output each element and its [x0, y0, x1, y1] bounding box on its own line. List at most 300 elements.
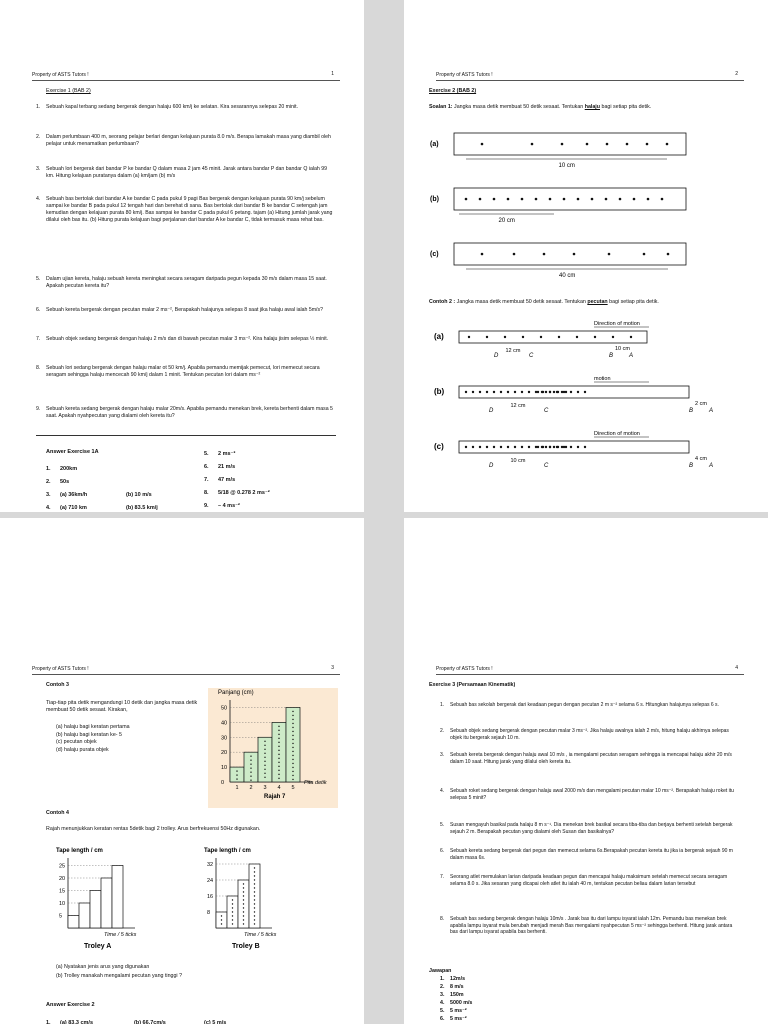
tape-label: (c)	[434, 442, 444, 451]
bar-dot	[264, 769, 265, 770]
x-axis-label: Time / 5 ticks	[244, 932, 277, 938]
contoh-4-text: Rajah menunjukkan keratan rentas 5detik bagi 2 trolley. Arus berfrekuensi 50Hz digunakan.	[46, 826, 261, 832]
bar-dot	[221, 923, 222, 924]
exercise-title: Exercise 2 (BAB 2)	[429, 88, 477, 94]
answer-cell: (b) 66.7cm/s	[134, 1020, 166, 1024]
tape-dot	[541, 391, 543, 393]
tape-dot	[504, 336, 506, 338]
tape-distance: 10 cm	[558, 163, 575, 169]
page-header	[32, 72, 340, 81]
tape-dot	[465, 446, 467, 448]
bar-dot	[278, 770, 279, 771]
tape-dot	[558, 336, 560, 338]
question-text: Seorang atlet memulakan larian daripada keadaan pegun dan mencapai halaju maksimum setelah memecut secara seragam selama 8.0 s. Jika sesaran yang dicapai oleh atlet itu ialah 40 m, tentukan pecutan beliau dalam larian tersebut	[450, 874, 728, 887]
page-2	[404, 0, 768, 512]
bar-dot	[254, 871, 255, 872]
page-header	[436, 72, 744, 81]
x-tick-label: 2	[249, 785, 253, 791]
bar-dot	[292, 747, 293, 748]
x-tick-label: 5	[291, 785, 295, 791]
bar-dot	[254, 883, 255, 884]
header-text: Property of ASTS Tutors !	[32, 666, 89, 672]
y-tick-label: 15	[59, 888, 66, 895]
tape-dot	[472, 391, 474, 393]
answer-number: 6.	[440, 1016, 445, 1022]
y-tick-label: 30	[221, 735, 228, 742]
bar-dot	[254, 911, 255, 912]
tape-dot	[577, 391, 579, 393]
tape-dot	[557, 446, 559, 448]
tape-dot	[612, 336, 614, 338]
bar-dot	[264, 753, 265, 754]
y-tick-label: 24	[207, 878, 214, 884]
bar-dot	[254, 919, 255, 920]
y-axis-label: Tape length / cm	[204, 848, 251, 854]
x-tick-label: 4	[277, 785, 281, 791]
bar-dot	[254, 915, 255, 916]
question-number: 8.	[36, 365, 41, 371]
y-tick-label: 40	[221, 720, 228, 727]
tape-dot	[577, 446, 579, 448]
bar-dot	[264, 761, 265, 762]
tape-dot	[493, 391, 495, 393]
answer-number: 3.	[440, 992, 445, 998]
tape-dot	[647, 198, 650, 201]
tape-point: C	[544, 463, 549, 469]
answer-number: 5.	[440, 1008, 445, 1014]
question-item	[36, 307, 336, 314]
tape-label: (a)	[430, 141, 439, 148]
tape-dot	[486, 391, 488, 393]
page-header	[436, 666, 744, 675]
question-item	[440, 788, 740, 801]
tape-dot	[573, 253, 576, 256]
bar-dot	[250, 771, 251, 772]
tape-dot	[493, 446, 495, 448]
x-axis-label: Pita detik	[304, 780, 327, 786]
bar-dot	[254, 887, 255, 888]
bar-dot	[292, 735, 293, 736]
bar-dot	[243, 887, 244, 888]
tape-distance-2: 4 cm	[695, 456, 707, 462]
bar-dot	[236, 778, 237, 779]
bar-dot	[278, 758, 279, 759]
tape-dot	[563, 198, 566, 201]
page-header	[32, 666, 340, 675]
bar-dot	[243, 895, 244, 896]
answer-value-b: (b) 83.5 km/j	[126, 505, 158, 511]
tape-dot	[561, 143, 564, 146]
answer-number: 2.	[440, 984, 445, 990]
question-item	[36, 134, 336, 148]
answer-number: 4.	[46, 505, 51, 511]
page-number: 3	[331, 665, 334, 671]
bar-dot	[243, 883, 244, 884]
bar-dot	[254, 891, 255, 892]
bar-dot	[292, 751, 293, 752]
bar-dot	[278, 774, 279, 775]
question-text: Sebuah bas sedang bergerak dengan halaju 10m/s . Jarak bas itu dari lampu isyarat ialah 12m. Pemandu bas menekan brek apabila lampu isyarat mula berubah menjadi merah Bas mengalami nyahpecutan 5 ms⁻² sehingga berhenti. Hitung jarak antara bas dari lampu isyarat apabila bas berhenti.	[450, 916, 733, 935]
y-tick-label: 0	[221, 780, 225, 786]
tape-dot	[514, 446, 516, 448]
tape-distance-2: 2 cm	[695, 401, 707, 407]
exercise-title: Exercise 1 (BAB 2)	[46, 88, 91, 94]
tape-dot	[646, 143, 649, 146]
answer-number: 3.	[46, 492, 51, 498]
bar-dot	[278, 734, 279, 735]
question-item	[440, 728, 740, 741]
chart-troley-b	[192, 846, 322, 951]
bar-dot	[292, 759, 293, 760]
exercise-title: Exercise 3 (Persamaan Kinematik)	[429, 682, 516, 688]
y-tick-label: 8	[207, 910, 211, 916]
bar-dot	[292, 779, 293, 780]
bar	[90, 891, 101, 929]
bar-dot	[264, 749, 265, 750]
tape-dot	[557, 391, 559, 393]
soalan-1-label: Soalan 1:	[429, 104, 453, 110]
bar-dot	[254, 895, 255, 896]
answer-cell: (c) 5 m/s	[204, 1020, 227, 1024]
tape-label: (b)	[434, 387, 445, 396]
question-number: 1.	[36, 104, 41, 110]
y-tick-label: 32	[207, 862, 214, 868]
tape-distance: 20 cm	[498, 218, 515, 224]
question-item	[36, 406, 336, 420]
tape-dot	[561, 391, 563, 393]
tape-dot	[584, 391, 586, 393]
tape-dot	[619, 198, 622, 201]
bar-dot	[254, 875, 255, 876]
tape-dot	[465, 198, 468, 201]
y-tick-label: 10	[221, 765, 228, 772]
tape-point: B	[689, 463, 694, 469]
question-item	[440, 752, 740, 765]
tape-dot	[500, 446, 502, 448]
bar-dot	[232, 911, 233, 912]
divider	[36, 435, 336, 436]
bar-dot	[264, 745, 265, 746]
bar-dot	[292, 719, 293, 720]
bar-dot	[232, 919, 233, 920]
bar	[68, 916, 79, 929]
tape-point: A	[629, 353, 634, 359]
ticker-tape	[454, 243, 686, 265]
question-number: 6.	[440, 848, 445, 854]
bar-dot	[278, 726, 279, 727]
tape-dot	[514, 391, 516, 393]
header-text: Property of ASTS Tutors !	[32, 72, 89, 78]
page-number: 4	[735, 665, 738, 671]
y-tick-label: 50	[221, 705, 228, 712]
question-text: Sebuah objek sedang bergerak dengan pecutan malar 3 ms⁻². Jika halaju awalnya ialah 2 m/s, hitung halaju akhirnya selepas objek itu bergerak sejauh 10 m.	[450, 728, 729, 741]
tape-dot	[465, 391, 467, 393]
question-text: Sebuah kereta bergerak dengan halaju awal 10 m/s , ia mengalami pecutan seragam sehingga ia mencapai halaju akhir 20 m/s dalam 10 saat. Hitung jarak yang dilalui oleh kereta itu.	[450, 752, 732, 765]
bar-dot	[254, 867, 255, 868]
bar-dot	[221, 915, 222, 916]
bar-dot	[278, 778, 279, 779]
question-item	[36, 365, 336, 379]
contoh-2-text	[429, 299, 659, 305]
bar-dot	[250, 767, 251, 768]
bar-dot	[278, 746, 279, 747]
tape-dot	[537, 391, 539, 393]
tape-dot	[507, 391, 509, 393]
answer-number: 9.	[204, 503, 209, 509]
bar	[101, 878, 112, 928]
question-number: 3.	[36, 166, 41, 172]
bar-dot	[292, 739, 293, 740]
bar-dot	[264, 765, 265, 766]
bar	[79, 903, 90, 928]
tape-point: D	[489, 408, 494, 414]
bar-dot	[278, 766, 279, 767]
tape-dot	[553, 446, 555, 448]
ticker-tapes-1	[404, 118, 768, 288]
answer-number: 6.	[204, 464, 209, 470]
bar-dot	[236, 774, 237, 775]
bar-dot	[236, 770, 237, 771]
tape-dot	[605, 198, 608, 201]
answer-number: 1.	[46, 466, 51, 472]
ticker-tape	[454, 133, 686, 155]
page-3	[0, 518, 364, 1024]
bar-dot	[292, 723, 293, 724]
answer-number: 7.	[204, 477, 209, 483]
bar-dot	[254, 899, 255, 900]
tape-dot	[486, 446, 488, 448]
tape-dot	[570, 391, 572, 393]
question-text: Sebuah bas sekolah bergerak dari keadaan pegun dengan pecutan 2 m s⁻² selama 6 s. Hitungkan halajunya selepas 6 s.	[450, 702, 719, 708]
answer-value: 2 ms⁻²	[218, 451, 236, 457]
bar-dot	[292, 763, 293, 764]
contoh-3-item: (b) halaju bagi keratan ke- 5	[56, 731, 122, 738]
tape-dot	[565, 391, 567, 393]
x-axis-label: Time / 5 ticks	[104, 932, 137, 938]
question-number: 2.	[440, 728, 445, 734]
answer-cell: 1.	[46, 1020, 51, 1024]
bar-dot	[254, 923, 255, 924]
y-tick-label: 20	[59, 876, 66, 882]
tape-dot	[586, 143, 589, 146]
tape-dot	[591, 198, 594, 201]
answer-title: Jawapan	[429, 968, 452, 974]
bar-dot	[278, 754, 279, 755]
tape-dot	[543, 253, 546, 256]
question-text: Sebuah lori bergerak dari bandar P ke bandar Q dalam masa 2 jam 45 minit. Jarak antara bandar P dan bandar Q ialah 99 km. Hitung kelajuan puratanya dalam (a) km/jam (b) m/s	[46, 166, 327, 179]
soalan-1-tail: bagi setiap pita detik.	[601, 104, 652, 110]
answer-number: 2.	[46, 479, 51, 485]
bar-dot	[292, 715, 293, 716]
question-text: Sebuah roket sedang bergerak dengan halaju awal 2000 m/s dan mengalami pecutan malar 10 ms⁻². Berapakah halaju roket itu selepas 5 minit?	[450, 788, 734, 801]
bar-dot	[278, 750, 279, 751]
answer-number: 8.	[204, 490, 209, 496]
answer-value: 8 m/s	[450, 984, 464, 990]
tape-label: (b)	[430, 196, 439, 203]
tape-dot	[531, 143, 534, 146]
contoh-2-key: pecutan	[587, 299, 608, 305]
bar-dot	[243, 911, 244, 912]
chart-rajah-7	[208, 688, 338, 808]
tape-dot	[570, 446, 572, 448]
contoh-3-title: Contoh 3	[46, 682, 69, 688]
bar-dot	[243, 903, 244, 904]
question-text: Sebuah kapal terbang sedang bergerak dengan halaju 600 km/j ke selatan. Kira sesarannya selepas 20 minit.	[46, 104, 299, 110]
bar-dot	[264, 757, 265, 758]
question-number: 8.	[440, 916, 445, 922]
header-text: Property of ASTS Tutors !	[436, 72, 493, 78]
bar-dot	[264, 777, 265, 778]
answer-value: 5/18 @ 0.278 2 ms⁻²	[218, 490, 270, 496]
bar-dot	[254, 879, 255, 880]
tape-point: A	[709, 463, 714, 469]
answer-title: Answer Exercise 2	[46, 1002, 95, 1008]
answer-number: 5.	[204, 451, 209, 457]
bar-dot	[243, 919, 244, 920]
tape-dot	[561, 446, 563, 448]
bar-dot	[254, 907, 255, 908]
answer-value: 12m/s	[450, 976, 466, 982]
page-4	[404, 518, 768, 1024]
answer-value: 21 m/s	[218, 464, 236, 470]
bar-dot	[292, 771, 293, 772]
tape-point: D	[489, 463, 494, 469]
contoh-4-item: (a) Nyatakan jenis arus yang digunakan	[56, 964, 150, 970]
answer-number: 1.	[440, 976, 445, 982]
answer-value: (a) 36km/h	[60, 492, 88, 498]
question-item	[440, 874, 740, 887]
question-number: 7.	[36, 336, 41, 342]
y-tick-label: 16	[207, 894, 214, 900]
tape-dot	[493, 198, 496, 201]
tape-dot	[537, 446, 539, 448]
y-tick-label: 5	[59, 913, 63, 920]
soalan-1-text	[429, 104, 651, 110]
tape-dot	[594, 336, 596, 338]
question-text: Sebuah lori sedang bergerak dengan halaju malar ot 50 km/j. Apabila pemandu memijak pemecut, lori memecut secara seragam sehingga halaju mencecah 90 km/j dalam 1 minit. Tentukan pecutan lori dalam ms⁻²	[46, 365, 320, 378]
tape-dot	[507, 198, 510, 201]
tape-distance-2: 10 cm	[615, 346, 630, 352]
tape-dot	[667, 253, 670, 256]
motion-label: Direction of motion	[594, 321, 640, 327]
bar-dot	[264, 773, 265, 774]
tape-dot	[472, 446, 474, 448]
tape-point: A	[709, 408, 714, 414]
tape-dot	[549, 198, 552, 201]
bar-dot	[292, 775, 293, 776]
bar-dot	[278, 738, 279, 739]
answer-value-b: (b) 10 m/s	[126, 492, 152, 498]
question-number: 7.	[440, 874, 445, 880]
bar-dot	[292, 711, 293, 712]
tape-dot	[549, 391, 551, 393]
tape-dot	[577, 198, 580, 201]
bar-dot	[232, 915, 233, 916]
tape-point: C	[544, 408, 549, 414]
question-item	[36, 336, 336, 343]
question-item	[36, 104, 336, 111]
bar-dot	[292, 731, 293, 732]
answer-value: (a) 710 km	[60, 505, 87, 511]
tape-dot	[486, 336, 488, 338]
tape-dot	[549, 446, 551, 448]
tape-point: B	[689, 408, 694, 414]
bar-dot	[250, 775, 251, 776]
tape-dot	[540, 336, 542, 338]
question-item	[36, 196, 336, 224]
tape-dot	[541, 446, 543, 448]
bar-dot	[292, 767, 293, 768]
question-item	[440, 822, 740, 835]
question-text: Sebuah kereta bergerak dengan pecutan malar 2 ms⁻², Berapakah halajunya selepas 8 saat jika halaju awal ialah 5m/s?	[46, 307, 323, 313]
bar-dot	[264, 741, 265, 742]
bar-dot	[278, 762, 279, 763]
y-tick-label: 10	[59, 901, 66, 907]
ticker-tapes-2	[404, 312, 768, 482]
question-item	[440, 916, 740, 936]
bar-dot	[292, 755, 293, 756]
contoh-3-item: (c) pecutan objek	[56, 739, 97, 745]
tape-distance-1: 12 cm	[510, 403, 526, 409]
tape-dot	[521, 446, 523, 448]
question-text: Sebuah kereta sedang bergerak dengan halaju malar 20m/s. Apabila pemandu menekan brek, kereta berhenti dalam masa 5 saat. Apakah nyahpecutan yang dialami oleh kereta itu?	[46, 406, 333, 419]
tape-dot	[507, 446, 509, 448]
bar-dot	[278, 742, 279, 743]
page-number: 2	[735, 71, 738, 77]
tape-dot	[553, 391, 555, 393]
bar-dot	[250, 759, 251, 760]
tape-dot	[479, 446, 481, 448]
question-item	[440, 848, 740, 861]
ticker-tape	[454, 188, 686, 210]
contoh-2-label: Contoh 2 :	[429, 299, 456, 305]
bar-dot	[250, 779, 251, 780]
chart-caption: Troley B	[232, 943, 260, 950]
header-text: Property of ASTS Tutors !	[436, 666, 493, 672]
tape-dot	[522, 336, 524, 338]
tape-distance: 40 cm	[559, 273, 576, 279]
question-text: Susan mengayuh basikal pada halaju 8 m s⁻¹. Dia menekan brek basikal secara tiba-tiba dan berjaya berhenti setelah bergerak sejauh 2 m. Berapakah pecutan yang dialami oleh Susan dan basikalnya?	[450, 822, 733, 835]
x-tick-label: 3	[263, 785, 267, 791]
y-tick-label: 20	[221, 750, 228, 757]
tape-distance-1: 12 cm	[505, 348, 521, 354]
question-number: 3.	[440, 752, 445, 758]
tape-dot	[481, 143, 484, 146]
answer-value: 5 ms⁻²	[450, 1008, 467, 1014]
answer-value: 5 ms⁻²	[450, 1016, 467, 1022]
motion-label: Direction of motion	[594, 431, 640, 437]
page-1	[0, 0, 364, 512]
answer-value: 47 m/s	[218, 477, 236, 483]
tape-dot	[468, 336, 470, 338]
tape-dot	[576, 336, 578, 338]
tape-dot	[666, 143, 669, 146]
tape-point: D	[494, 353, 499, 359]
page-number: 1	[331, 71, 334, 77]
answer-cell: (a) 83.3 cm/s	[60, 1020, 94, 1024]
bar-dot	[254, 903, 255, 904]
tape-dot	[535, 198, 538, 201]
question-item	[36, 166, 336, 180]
answer-value: 50s	[60, 479, 70, 485]
answer-value: 150m	[450, 992, 464, 998]
tape-dot	[521, 391, 523, 393]
bar-dot	[292, 743, 293, 744]
y-tick-label: 25	[59, 863, 66, 870]
question-number: 4.	[36, 196, 41, 202]
bar-dot	[243, 923, 244, 924]
contoh-3-item: (d) halaju purata objek	[56, 746, 109, 753]
